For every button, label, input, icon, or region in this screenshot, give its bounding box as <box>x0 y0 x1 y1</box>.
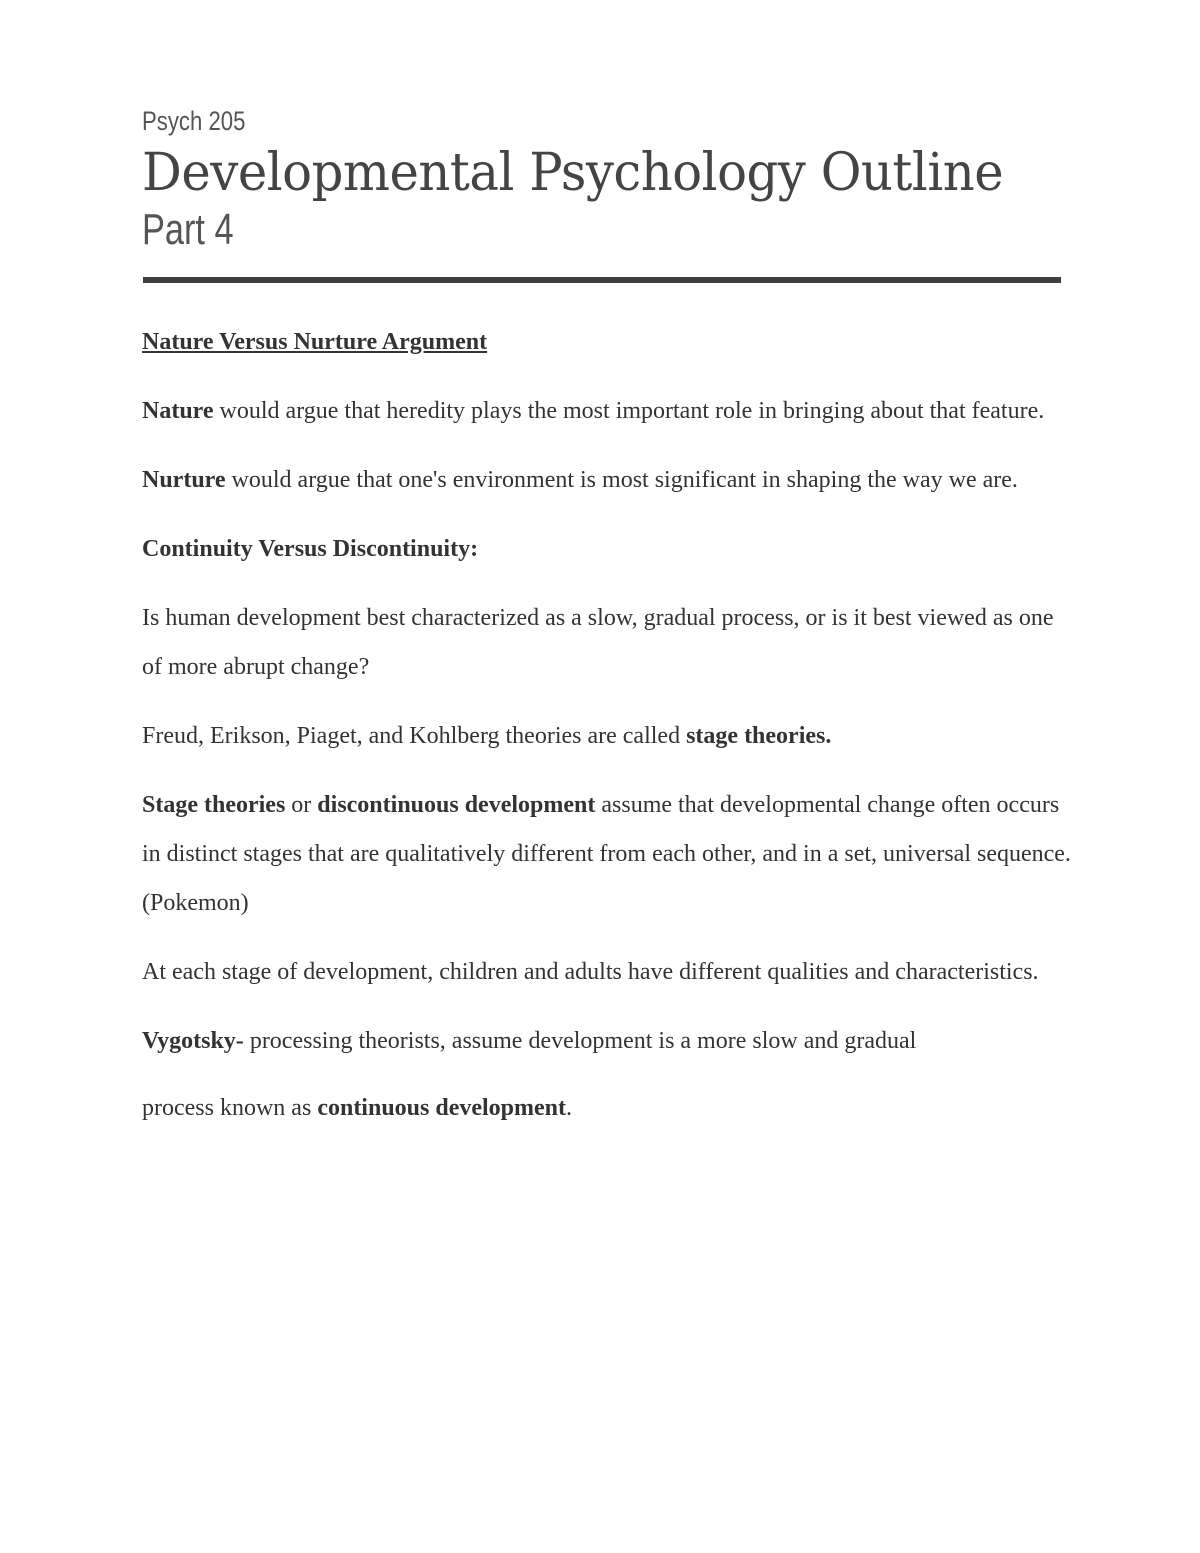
header-divider <box>143 277 1061 283</box>
vygotsky-term: Vygotsky- <box>142 1028 244 1054</box>
stage-or-text: or <box>285 792 318 818</box>
continuity-heading: Continuity Versus Discontinuity: <box>142 536 479 562</box>
nature-text: would argue that heredity plays the most important role in bringing about that feature. <box>213 398 1045 424</box>
each-stage-text: At each stage of development, children and adults have different qualities and characteristics. <box>142 959 1039 985</box>
nature-nurture-heading: Nature Versus Nurture Argument <box>142 329 488 355</box>
section-heading-nature-nurture <box>142 318 1072 367</box>
stage-theories-text: assume that developmental change often occurs in distinct stages that are qualitatively different from each other, and in a set, universal sequence. (Pokemon) <box>142 792 1071 916</box>
section-heading-continuity <box>142 525 1072 574</box>
nurture-term: Nurture <box>142 467 226 493</box>
nurture-text: would argue that one's environment is most significant in shaping the way we are. <box>225 467 1018 493</box>
nurture-paragraph <box>142 456 1072 505</box>
stage-theories-intro <box>142 712 1072 761</box>
continuity-question-text: Is human development best characterized as a slow, gradual process, or is it best viewed as one of more abrupt change? <box>142 605 1054 680</box>
final-period: . <box>566 1095 573 1121</box>
nature-term: Nature <box>142 398 214 424</box>
vygotsky-paragraph-continued <box>142 1084 1072 1133</box>
vygotsky-text-continued: process known as <box>142 1095 318 1121</box>
course-label: Psych 205 <box>142 106 246 136</box>
document-body <box>142 318 1072 1153</box>
stage-theories-paragraph <box>142 781 1072 928</box>
each-stage-paragraph <box>142 948 1072 997</box>
document-title: Developmental Psychology Outline <box>142 143 1004 203</box>
continuity-question <box>142 594 1072 692</box>
stage-intro-text: Freud, Erikson, Piaget, and Kohlberg theories are called <box>142 723 687 749</box>
vygotsky-text: processing theorists, assume development is a more slow and gradual <box>243 1028 917 1054</box>
document-header <box>142 104 1062 256</box>
stage-theories-term: stage theories. <box>686 723 832 749</box>
continuous-development-term: continuous development <box>317 1095 567 1121</box>
document-subtitle: Part 4 <box>142 205 234 254</box>
vygotsky-paragraph <box>142 1017 1072 1066</box>
stage-theories-term-bold: Stage theories <box>142 792 286 818</box>
nature-paragraph <box>142 387 1072 436</box>
discontinuous-development-term: discontinuous development <box>317 792 596 818</box>
